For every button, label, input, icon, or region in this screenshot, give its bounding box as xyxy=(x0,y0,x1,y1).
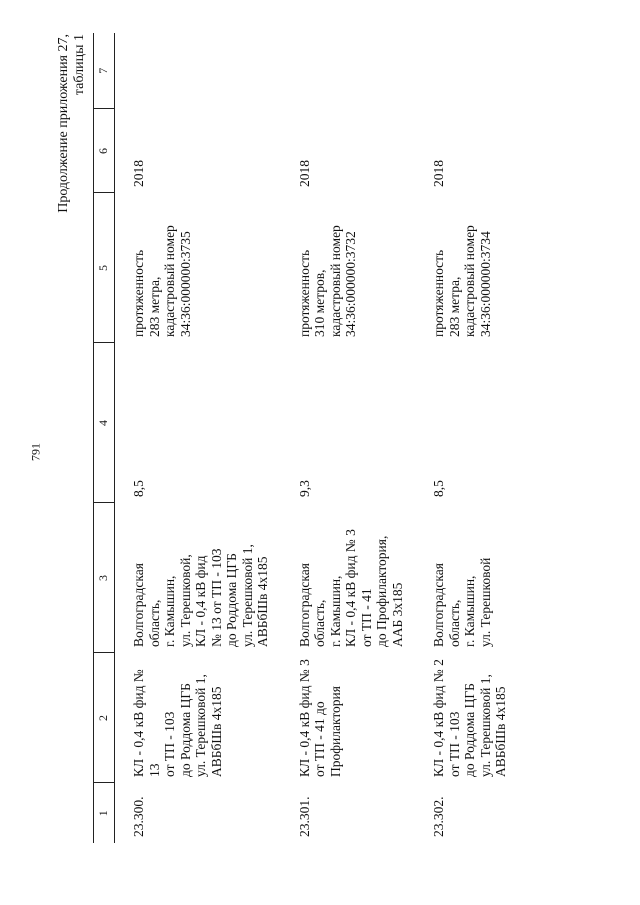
object-year: 2018 xyxy=(296,160,312,187)
object-value: 8,5 xyxy=(131,480,146,497)
table-row xyxy=(281,33,416,843)
column-header: 7 xyxy=(94,33,115,109)
object-extra xyxy=(281,33,416,109)
object-year: 2018 xyxy=(131,160,146,187)
column-header: 4 xyxy=(94,343,115,503)
object-name: КЛ - 0,4 кВ фид № 3 от ТП - 41 до Профилактория xyxy=(296,659,343,777)
column-header: 6 xyxy=(94,109,115,193)
column-header: 2 xyxy=(94,653,115,783)
object-extra xyxy=(115,33,281,109)
column-header: 3 xyxy=(94,503,115,653)
column-header: 1 xyxy=(94,783,115,843)
object-location: Волгоградская область, г. Камышин, ул. Терешковой, КЛ - 0,4 кВ фид № 13 от ТП - 103 до Роддома ЦГБ ул. Терешковой 1, АВБбШв 4х185 xyxy=(131,544,270,647)
column-header: 5 xyxy=(94,193,115,343)
row-number: 23.301. xyxy=(296,796,312,837)
object-location: Волгоградская область, г. Камышин, КЛ - 0,4 кВ фид № 3 от ТП - 41 до Профилактория, ААБ 3х185 xyxy=(296,529,405,647)
caption-line-1: Продолжение приложения 27, xyxy=(56,34,71,213)
object-value: 8,5 xyxy=(431,480,446,497)
object-description: протяженность 283 метра, кадастровый номер 34:36:000000:3735 xyxy=(131,225,193,337)
object-value: 9,3 xyxy=(296,480,312,497)
object-location: Волгоградская область, г. Камышин, ул. Терешковой xyxy=(431,557,493,647)
row-number: 23.300. xyxy=(131,796,146,837)
object-name: КЛ - 0,4 кВ фид № 13 от ТП - 103 до Роддома ЦГБ ул. Терешковой 1, АВБбШв 4х185 xyxy=(131,669,224,777)
object-description: протяженность 283 метра, кадастровый номер 34:36:000000:3734 xyxy=(431,225,493,337)
page-number: 791 xyxy=(28,443,43,461)
table-caption xyxy=(56,34,88,213)
caption-line-2: таблицы 1 xyxy=(72,34,87,96)
table-row xyxy=(415,33,519,843)
object-description: протяженность 310 метров, кадастровый номер 34:36:000000:3732 xyxy=(296,225,358,337)
object-extra xyxy=(415,33,519,109)
row-number: 23.302. xyxy=(431,796,446,837)
object-year: 2018 xyxy=(431,160,446,187)
table-row xyxy=(115,33,281,843)
object-name: КЛ - 0,4 кВ фид № 2 от ТП - 103 до Роддома ЦГБ ул. Терешковой 1, АВБбШв 4х185 xyxy=(431,659,508,777)
table-header-row xyxy=(94,33,115,843)
register-table xyxy=(93,33,519,843)
